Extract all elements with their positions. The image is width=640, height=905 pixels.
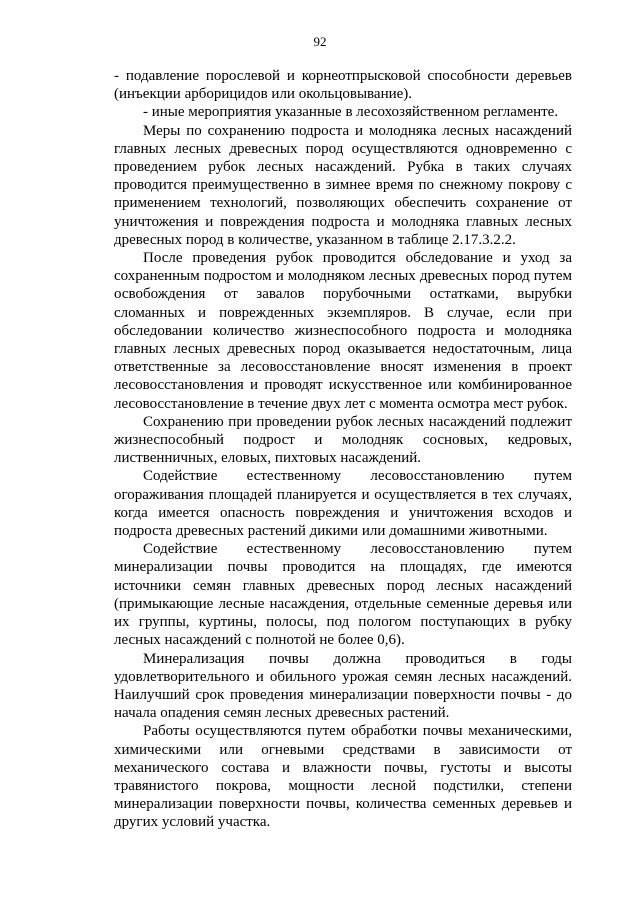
paragraph-6: Содействие естественному лесовосстановлению путем огораживания площадей планируется и осуществляется в тех случаях, когда имеется опасность повреждения и уничтожения всходов и подроста древесных растений дикими или домашними животными. <box>114 468 572 540</box>
paragraph-7: Содействие естественному лесовосстановлению путем минерализации почвы проводится на площадях, где имеются источники семян главных древесных пород лесных насаждений (примыкающие лесные насаждения, отдельные семенные деревья или их группы, куртины, полосы, под пологом поступающих в рубку лесных насаждений с полнотой не более 0,6). <box>114 541 572 649</box>
page-number: 92 <box>313 34 327 49</box>
paragraph-3: Меры по сохранению подроста и молодняка лесных насаждений главных лесных древесных пород осуществляются одновременно с проведением рубок лесных насаждений. Рубка в таких случаях проводится преимущественно в зимнее время по снежному покрову с применением технологий, позволяющих обеспечить сохранение от уничтожения и повреждения подроста и молодняка главных лесных древесных пород в количестве, указанном в таблице 2.17.3.2.2. <box>114 122 572 248</box>
paragraph-8: Минерализация почвы должна проводиться в годы удовлетворительного и обильного урожая семян лесных насаждений. Наилучший срок проведения минерализации поверхности почвы - до начала опадения семян лесных древесных растений. <box>114 650 572 722</box>
paragraph-2: - иные мероприятия указанные в лесохозяйственном регламенте. <box>143 104 559 121</box>
body-text <box>114 67 572 832</box>
paragraph-4: После проведения рубок проводится обследование и уход за сохраненным подростом и молодняком лесных древесных пород путем освобождения от завалов порубочными остатками, вырубки сломанных и поврежденных экземпляров. В случае, если при обследовании количество жизнеспособного подроста и молодняка главных лесных древесных пород оказывается недостаточным, лица ответственные за лесовосстановление вносят изменения в проект лесовосстановления и проводят искусственное или комбинированное лесовосстановление в течение двух лет с момента осмотра мест рубок. <box>114 250 572 412</box>
paragraph-5: Сохранению при проведении рубок лесных насаждений подлежит жизнеспособный подрост и молодняк сосновых, кедровых, лиственничных, еловых, пихтовых насаждений. <box>114 413 572 467</box>
paragraph-9: Работы осуществляются путем обработки почвы механическими, химическими или огневыми средствами в зависимости от механического состава и влажности почвы, густоты и высоты травянистого покрова, мощности лесной подстилки, степени минерализации поверхности почвы, количества семенных деревьев и других условий участка. <box>114 723 572 831</box>
paragraph-1: - подавление порослевой и корнеотпрысковой способности деревьев (инъекции арборицидов или окольцовывание). <box>114 68 572 103</box>
